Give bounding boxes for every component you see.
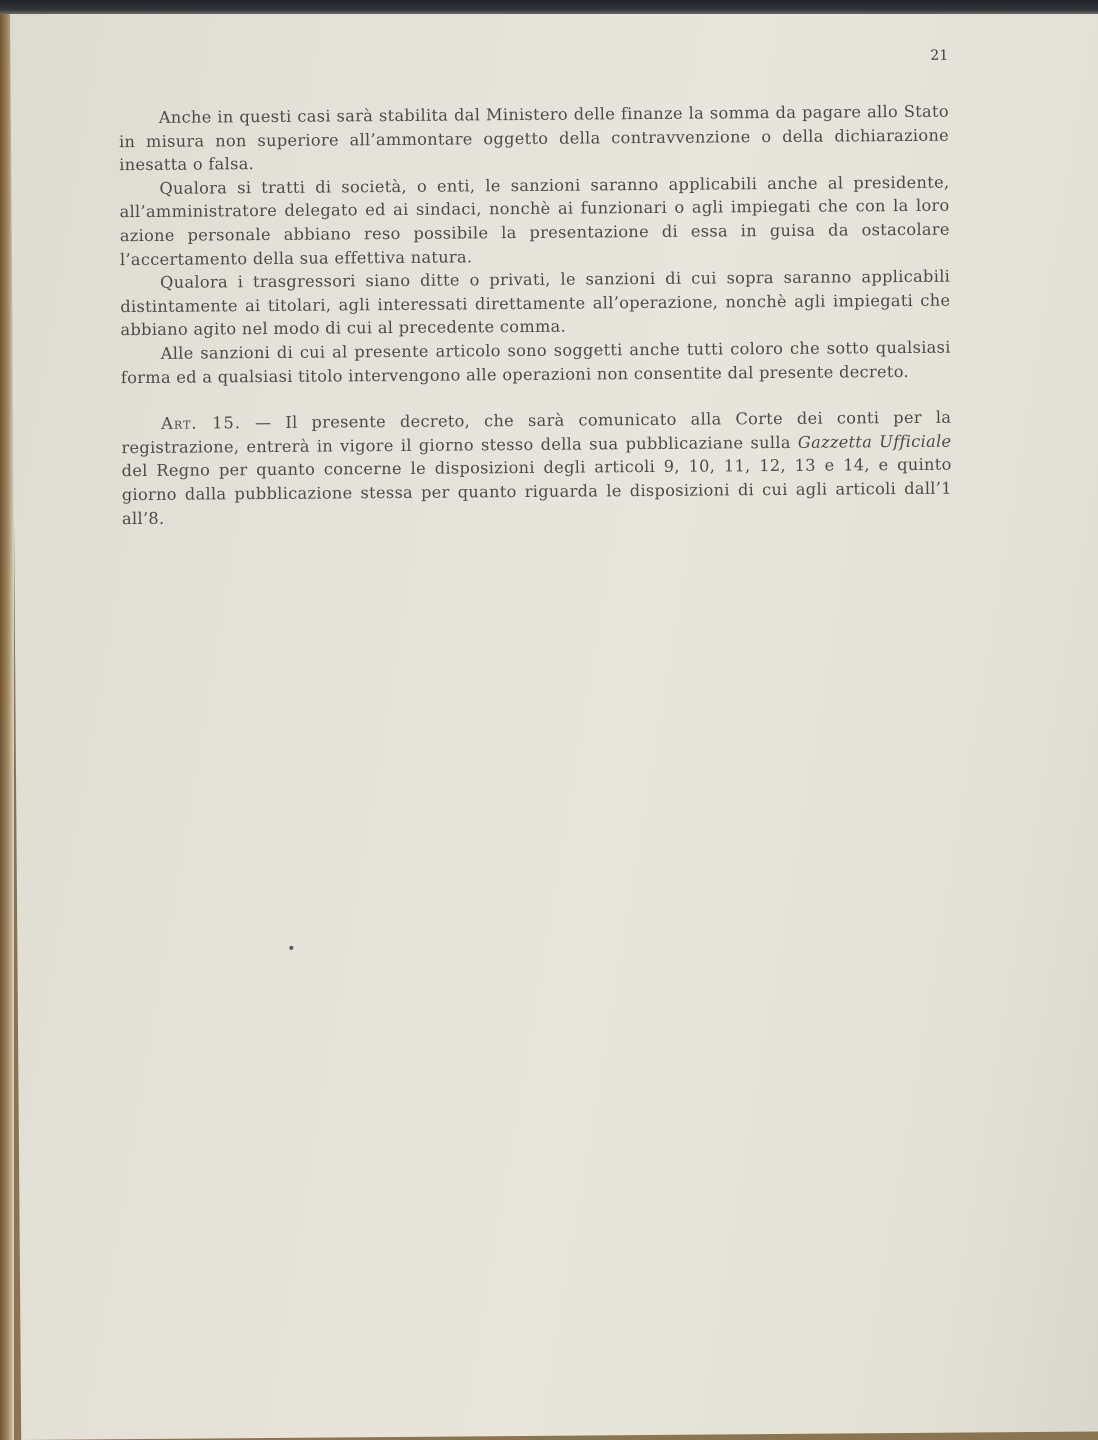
ink-speck <box>289 946 293 950</box>
page-number: 21 <box>930 47 949 64</box>
article-15-paragraph <box>121 406 952 530</box>
top-dark-edge <box>0 0 1098 14</box>
gazette-title: Gazzetta Ufficiale <box>797 431 952 452</box>
paragraph-1: Anche in questi casi sarà stabilita dal Ministero delle finanze la somma da pagare allo Stato in misura non superiore all’ammontare oggetto della contravvenzione o della dichiarazione inesatta o falsa. <box>118 101 950 175</box>
paragraph-4: Alle sanzioni di cui al presente articolo sono soggetti anche tutti coloro che sotto qualsiasi forma ed a qualsiasi titolo intervengono alle operazioni non consentite dal presente decreto. <box>120 337 951 387</box>
article-text-1: — Il presente decreto, che sarà comunicato alla Corte dei conti per la registrazione, entrerà in vigore il giorno stesso della sua pubblicaziane sulla <box>121 407 952 457</box>
article-label: Art. 15. <box>161 413 242 433</box>
article-text-2: del Regno per quanto concerne le disposizioni degli articoli 9, 10, 11, 12, 13 e 14, e quinto giorno dalla pubblicazione stessa per quanto riguarda le disposizioni di cui agli articoli dall’1 all’8. <box>121 454 952 528</box>
paragraph-2: Qualora si tratti di società, o enti, le sanzioni saranno applicabili anche al presidente, all’amministratore delegato ed ai sindaci, nonchè ai funzionari o agli impiegati che con la loro azione personale abbiano reso possibile la presentazione di essa in guisa da ostacolare l’accertamento della sua effettiva natura. <box>119 172 950 269</box>
paragraph-3: Qualora i trasgressori siano ditte o privati, le sanzioni di cui sopra saranno applicabili distintamente ai titolari, agli interessati direttamente all’operazione, nonchè agli impiegati che abbiano agito nel modo di cui al precedente comma. <box>120 266 951 340</box>
paper-sheet <box>10 1 1098 1440</box>
body-text <box>119 100 952 531</box>
